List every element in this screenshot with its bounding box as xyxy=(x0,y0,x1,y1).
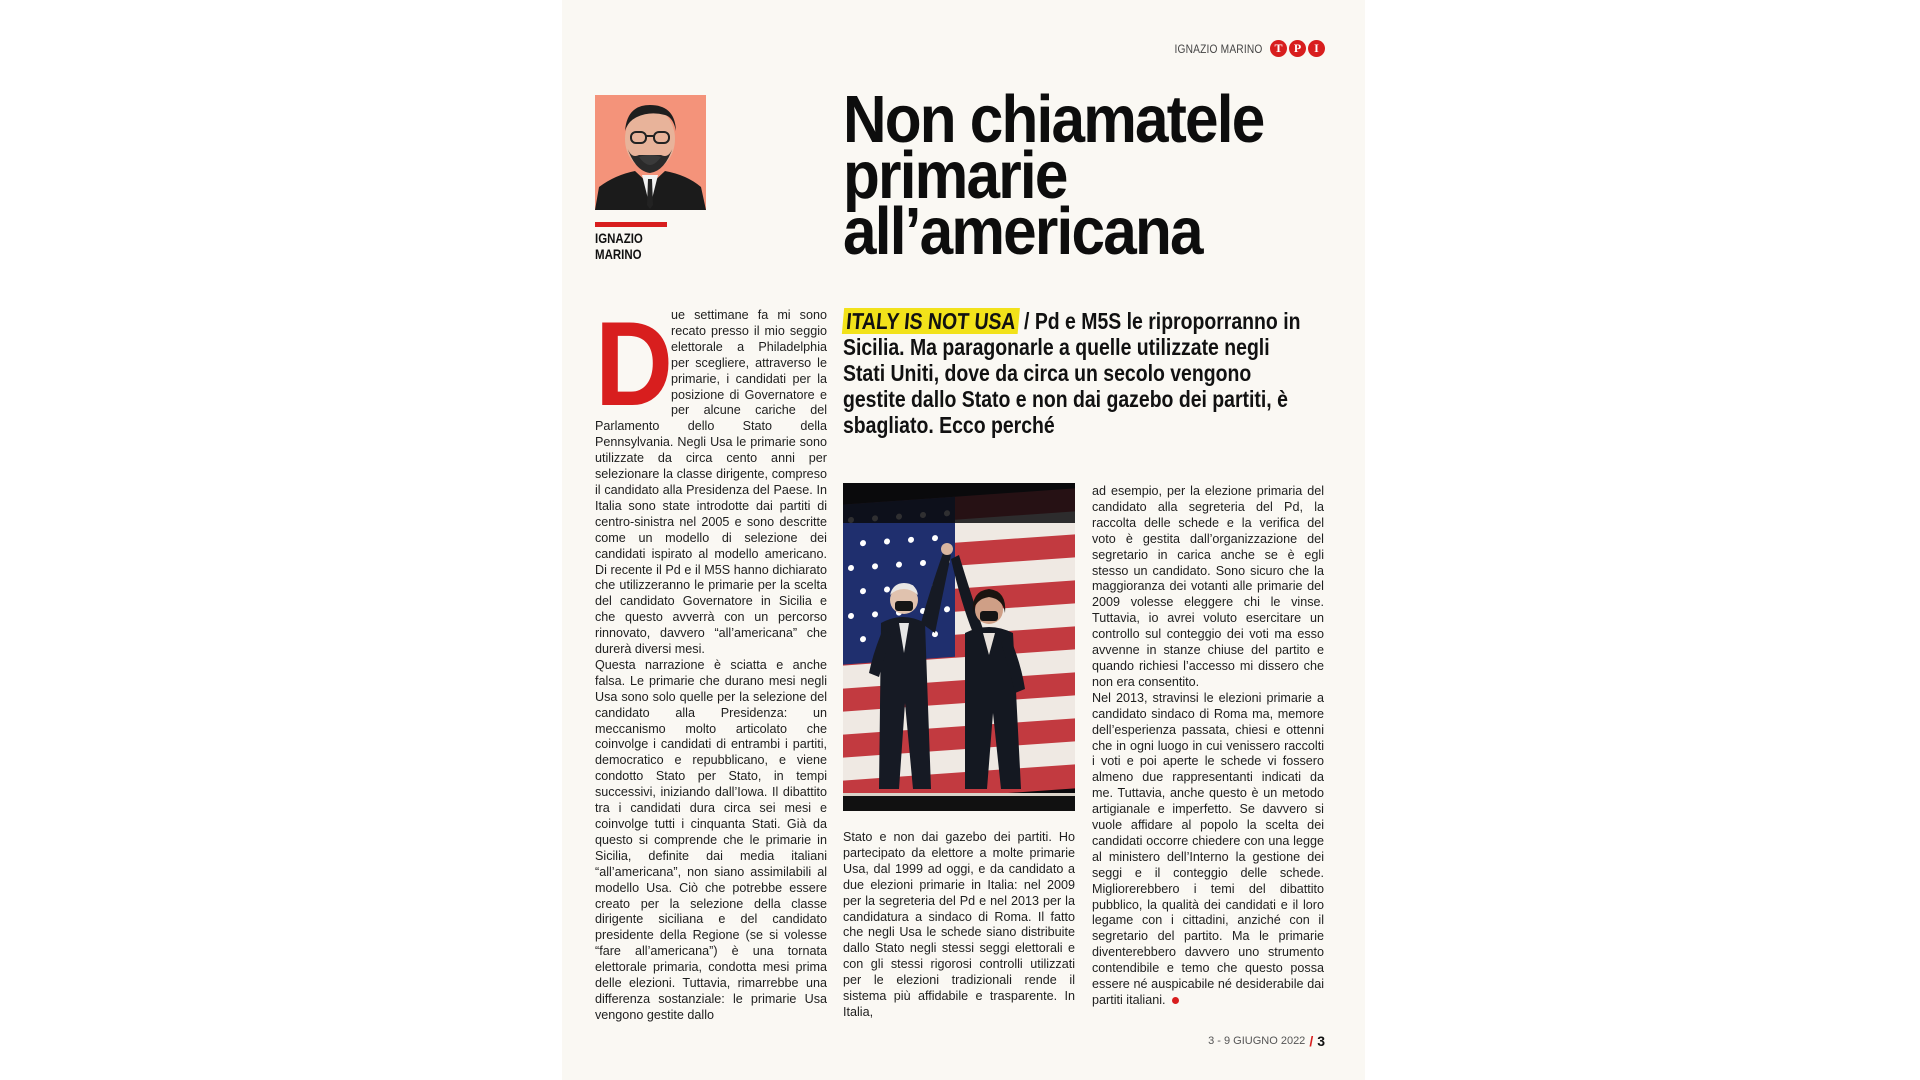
body-column-2 xyxy=(843,830,1075,1021)
body-paragraph-text: Nel 2013, stravinsi le elezioni primarie a candidato sindaco di Roma ma, memore dell’esperienza passata, chiesi e ottenni che in ogni luogo in cui venissero raccolti i voti e poi aperte le schede vi fossero almeno due rappresentanti indicati da me. Tuttavia, anche questo è un metodo artigianale e imperfetto. Se davvero si vuole affidare al popolo la scelta dei candidati occorre chiedere con una legge al ministero dell’Interno la gestione dei seggi e il conteggio delle schede. Migliorerebbero i temi del dibattito pubblico, la qualità dei candidati e il loro legame con i cittadini, anziché con il segretario del partito. Ma le primarie diventerebbero davvero uno strumento contendibile e temo che questo possa essere né auspicabile né desiderabile dai partiti italiani. xyxy=(1092,690,1324,1007)
magazine-page xyxy=(562,0,1365,1080)
logo-letter-t: T xyxy=(1270,40,1287,57)
body-column-1 xyxy=(595,297,827,1024)
author-first-name: IGNAZIO xyxy=(595,230,643,246)
tpi-logo xyxy=(1270,40,1325,57)
author-last-name: MARINO xyxy=(595,246,642,262)
headline xyxy=(843,82,1275,269)
deck-kicker: ITALY IS NOT USA xyxy=(842,308,1020,334)
headline-line-2: primarie xyxy=(843,138,1067,213)
stage-photo-illustration xyxy=(843,483,1075,811)
drop-cap: D xyxy=(595,297,674,431)
footer-separator: / xyxy=(1309,1033,1314,1049)
deck xyxy=(843,308,1316,438)
body-paragraph xyxy=(1092,691,1324,1009)
body-paragraph: ue settimane fa mi sono recato presso il mio seggio elettorale a Philadelphia per scegliere, attraverso le primarie, i candidati per la posizione di Governatore e per alcune cariche del Parlamento dello Stato della Pennsylvania. Negli Usa le primarie sono utilizzate da circa cento anni per selezionare la classe dirigente, compreso il candidato alla Presidenza del Paese. In Italia sono state introdotte dai partiti di centro-sinistra nel 2005 e sono descritte come un modello di selezione dei candidati ispirato al modello americano. Di recente il Pd e il M5S hanno dichiarato che utilizzeranno le primarie per la scelta del candidato Governatore in Sicilia e che questo avverrà con un percorso rinnovato, davvero “all’americana” che durerà diversi mesi. xyxy=(595,308,827,657)
logo-letter-i: I xyxy=(1308,40,1325,57)
deck-text: / Pd e M5S le riproporranno in Sicilia. Ma paragonarle a quelle utilizzate negli Stati Uniti, dove da circa un secolo vengono gestite dallo Stato e non dai gazebo dei partiti, è sbagliato. Ecco perché xyxy=(843,308,1301,438)
author-portrait xyxy=(595,95,706,210)
headline-line-1: Non chiamatele xyxy=(843,82,1264,157)
page-number: 3 xyxy=(1317,1033,1325,1049)
author-portrait-illustration xyxy=(595,95,706,210)
body-paragraph: ad esempio, per la elezione primaria del candidato alla segreteria del Pd, la raccolta delle schede e la verifica del voto è gestita dall’organizzazione del segretario in carica anche se è egli stesso un candidato. Sono sicuro che la maggioranza dei votanti alle primarie del 2009 volesse eleggere chi le vinse. Tuttavia, io avrei voluto esercitare un controllo sul conteggio dei voti ma esso avvenne in stanze chiuse del partito e quando richiesi l’accesso mi dissero che non era consentito. xyxy=(1092,484,1324,689)
page-header xyxy=(1159,40,1325,57)
body-paragraph: Stato e non dai gazebo dei partiti. Ho partecipato da elettore a molte primarie Usa, dal 1999 ad oggi, e da candidato a due elezioni primarie in Italia: nel 2009 per la segreteria del Pd e nel 2013 per la candidatura a sindaco di Roma. Il fatto che negli Usa le schede siano distribuite dallo Stato negli stessi seggi elettorali e con gli stessi rigorosi controlli utilizzati per le elezioni tradizionali rende il sistema più affidabile e trasparente. In Italia, xyxy=(843,830,1075,1019)
header-author: IGNAZIO MARINO xyxy=(1174,41,1262,56)
author-name xyxy=(595,230,643,262)
page-footer xyxy=(1208,1033,1325,1049)
article-photo xyxy=(843,483,1075,811)
issue-date: 3 - 9 GIUGNO 2022 xyxy=(1208,1035,1306,1047)
author-rule xyxy=(595,222,667,227)
body-column-3 xyxy=(1092,484,1324,1009)
end-mark xyxy=(1172,997,1179,1004)
body-paragraph: Questa narrazione è sciatta e anche falsa. Le primarie che durano mesi negli Usa sono solo quelle per la selezione del candidato alla Presidenza: un meccanismo molto articolato che coinvolge i candidati di entrambi i partiti, democratico e repubblicano, e viene condotto Stato per Stato, in tempi successivi, iniziando dall’Iowa. Il dibattito tra i candidati dura circa sei mesi e coinvolge tutti i cinquanta Stati. Già da questo si comprende che le primarie in Sicilia, definite dai media italiani “all’americana”, non siano assimilabili al modello Usa. Ciò che potrebbe essere creato per la selezione della classe dirigente siciliana e del candidato presidente della Regione (se si volesse “fare all’americana”) è una tornata elettorale primaria, condotta mesi prima delle elezioni. Tuttavia, rimarrebbe una differenza sostanziale: le primarie Usa vengono gestite dallo xyxy=(595,657,827,1022)
logo-letter-p: P xyxy=(1289,40,1306,57)
headline-line-3: all’americana xyxy=(843,194,1202,269)
